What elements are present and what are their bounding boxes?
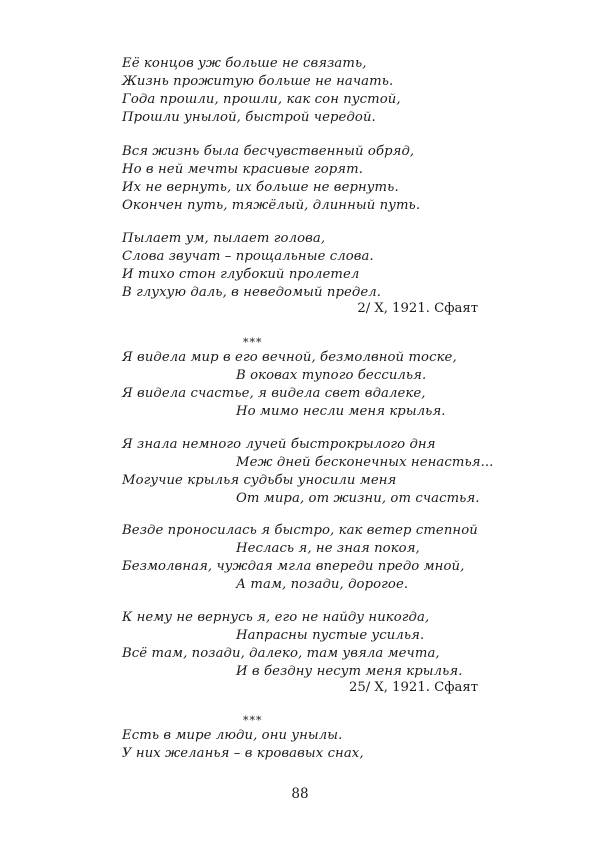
verse-line: Слова звучат – прощальные слова.: [122, 249, 374, 264]
verse-line: И в бездну несут меня крылья.: [236, 664, 463, 679]
verse-line: Жизнь прожитую больше не начать.: [122, 74, 394, 89]
verse-line: Есть в мире люди, они унылы.: [122, 728, 343, 743]
verse-line: Но в ней мечты красивые горят.: [122, 162, 363, 177]
verse-line: Я знала немного лучей быстрокрылого дня: [122, 437, 436, 452]
verse-line: Всё там, позади, далеко, там увяла мечта,: [122, 646, 440, 661]
verse-line: Безмолвная, чуждая мгла впереди предо мной,: [122, 559, 465, 574]
verse-line: От мира, от жизни, от счастья.: [236, 491, 480, 506]
verse-line: Их не вернуть, их больше не вернуть.: [122, 180, 399, 195]
verse-line: Неслась я, не зная покоя,: [236, 541, 420, 556]
verse-line: Прошли унылой, быстрой чередой.: [122, 110, 376, 125]
verse-line: Окончен путь, тяжёлый, длинный путь.: [122, 198, 421, 213]
section-separator: ***: [243, 336, 263, 349]
verse-line: Меж дней бесконечных ненастья...: [236, 455, 494, 470]
page-number: 88: [291, 786, 309, 802]
verse-line: И тихо стон глубокий пролетел: [122, 267, 360, 282]
verse-line: Везде проносилась я быстро, как ветер степной: [122, 523, 478, 538]
verse-line: Года прошли, прошли, как сон пустой,: [122, 92, 401, 107]
poem-signature: 2/ X, 1921. Сфаят: [357, 301, 478, 316]
verse-line: А там, позади, дорогое.: [236, 577, 409, 592]
verse-line: Её концов уж больше не связать,: [122, 56, 367, 71]
poem-signature: 25/ X, 1921. Сфаят: [348, 680, 478, 695]
verse-line: У них желанья – в кровавых снах,: [122, 746, 364, 761]
verse-line: Пылает ум, пылает голова,: [122, 231, 326, 246]
verse-line: Я видела мир в его вечной, безмолвной тоске,: [122, 350, 457, 365]
verse-line: Я видела счастье, я видела свет вдалеке,: [122, 386, 426, 401]
verse-line: В оковах тупого бессилья.: [236, 368, 427, 383]
verse-line: Но мимо несли меня крылья.: [236, 404, 446, 419]
verse-line: Могучие крылья судьбы уносили меня: [122, 473, 397, 488]
verse-line: Напрасны пустые усилья.: [236, 628, 425, 643]
section-separator: ***: [243, 714, 263, 727]
verse-line: К нему не вернусь я, его не найду никогда,: [122, 610, 430, 625]
verse-line: В глухую даль, в неведомый предел.: [122, 285, 382, 300]
verse-line: Вся жизнь была бесчувственный обряд,: [122, 144, 415, 159]
